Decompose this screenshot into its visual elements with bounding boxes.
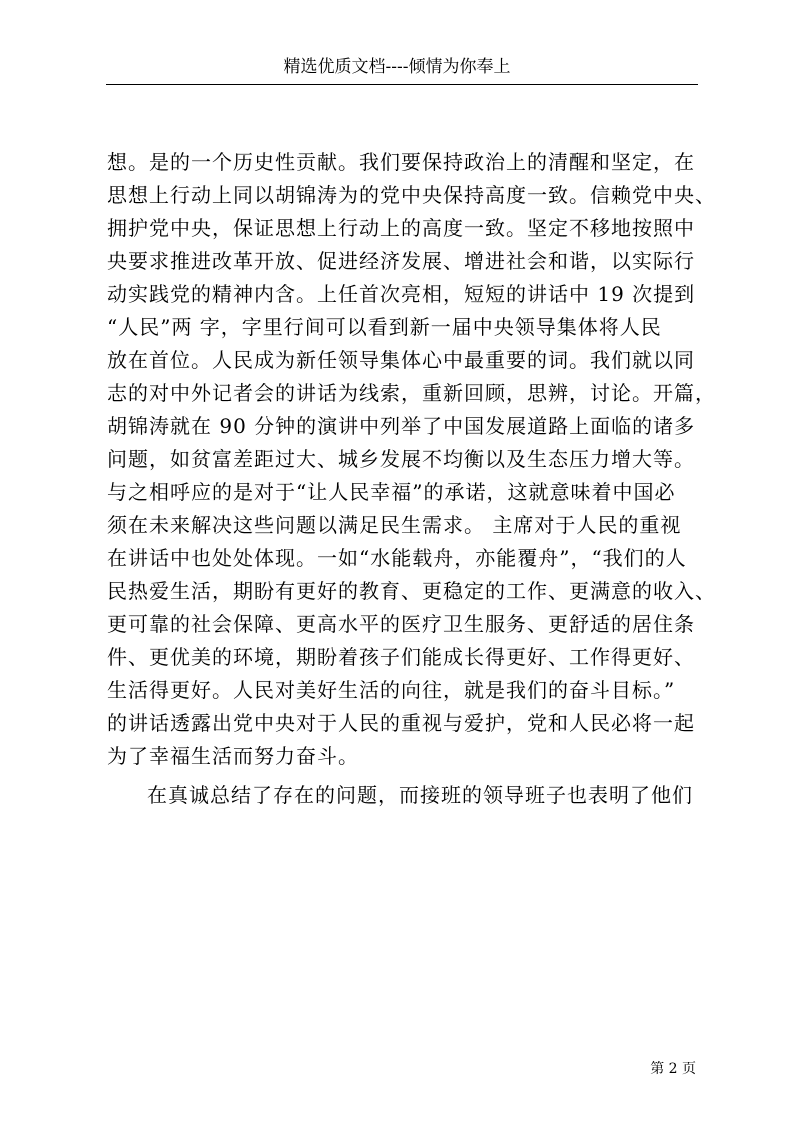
document-header: 精选优质文档----倾情为你奉上 [283,57,511,77]
body-line-10: 问题，如贫富差距过大、城乡发展不均衡以及生态压力增大等。 [107,447,695,471]
document-body [107,146,727,812]
body-line-16: 件、更优美的环境，期盼着孩子们能成长得更好、工作得更好、 [107,645,695,669]
body-line-9: 胡锦涛就在 90 分钟的演讲中列举了中国发展道路上面临的诸多 [107,414,696,438]
body-line-6: “人民”两 字，字里行间可以看到新一届中央领导集体将人民 [107,315,662,339]
body-line-14: 民热爱生活，期盼有更好的教育、更稳定的工作、更满意的收入、 [107,579,716,603]
body-line-5: 动实践党的精神内含。上任首次亮相，短短的讲话中 19 次提到 [107,282,696,306]
body-line-19: 为了幸福生活而努力奋斗。 [107,744,359,768]
body-line-1: 想。是的一个历史性贡献。我们要保持政治上的清醒和坚定，在 [107,150,695,174]
body-line-3: 拥护党中央，保证思想上行动上的高度一致。坚定不移地按照中 [107,216,695,240]
body-line-7: 放在首位。人民成为新任领导集体心中最重要的词。我们就以同 [107,348,695,372]
body-line-8: 志的对中外记者会的讲话为线索，重新回顾，思辨，讨论。开篇， [107,381,716,405]
body-line-17: 生活得更好。人民对美好生活的向往，就是我们的奋斗目标。” [107,678,676,702]
body-line-15: 更可靠的社会保障、更高水平的医疗卫生服务、更舒适的居住条 [107,612,695,636]
body-line-12: 须在未来解决这些问题以满足民生需求。 主席对于人民的重视 [107,513,682,537]
page-number: 第 2 页 [650,1061,696,1077]
body-line-18: 的讲话透露出党中央对于人民的重视与爱护，党和人民必将一起 [107,711,695,735]
body-paragraph-start: 在真诚总结了存在的问题，而接班的领导班子也表明了他们 [147,783,693,807]
body-line-13: 在讲话中也处处体现。一如“水能载舟，亦能覆舟”，“我们的人 [107,546,687,570]
body-line-2: 思想上行动上同以胡锦涛为的党中央保持高度一致。信赖党中央、 [107,183,716,207]
body-line-4: 央要求推进改革开放、促进经济发展、增进社会和谐，以实际行 [107,249,695,273]
header-divider [106,84,698,85]
body-line-11: 与之相呼应的是对于“让人民幸福”的承诺，这就意味着中国必 [107,480,676,504]
